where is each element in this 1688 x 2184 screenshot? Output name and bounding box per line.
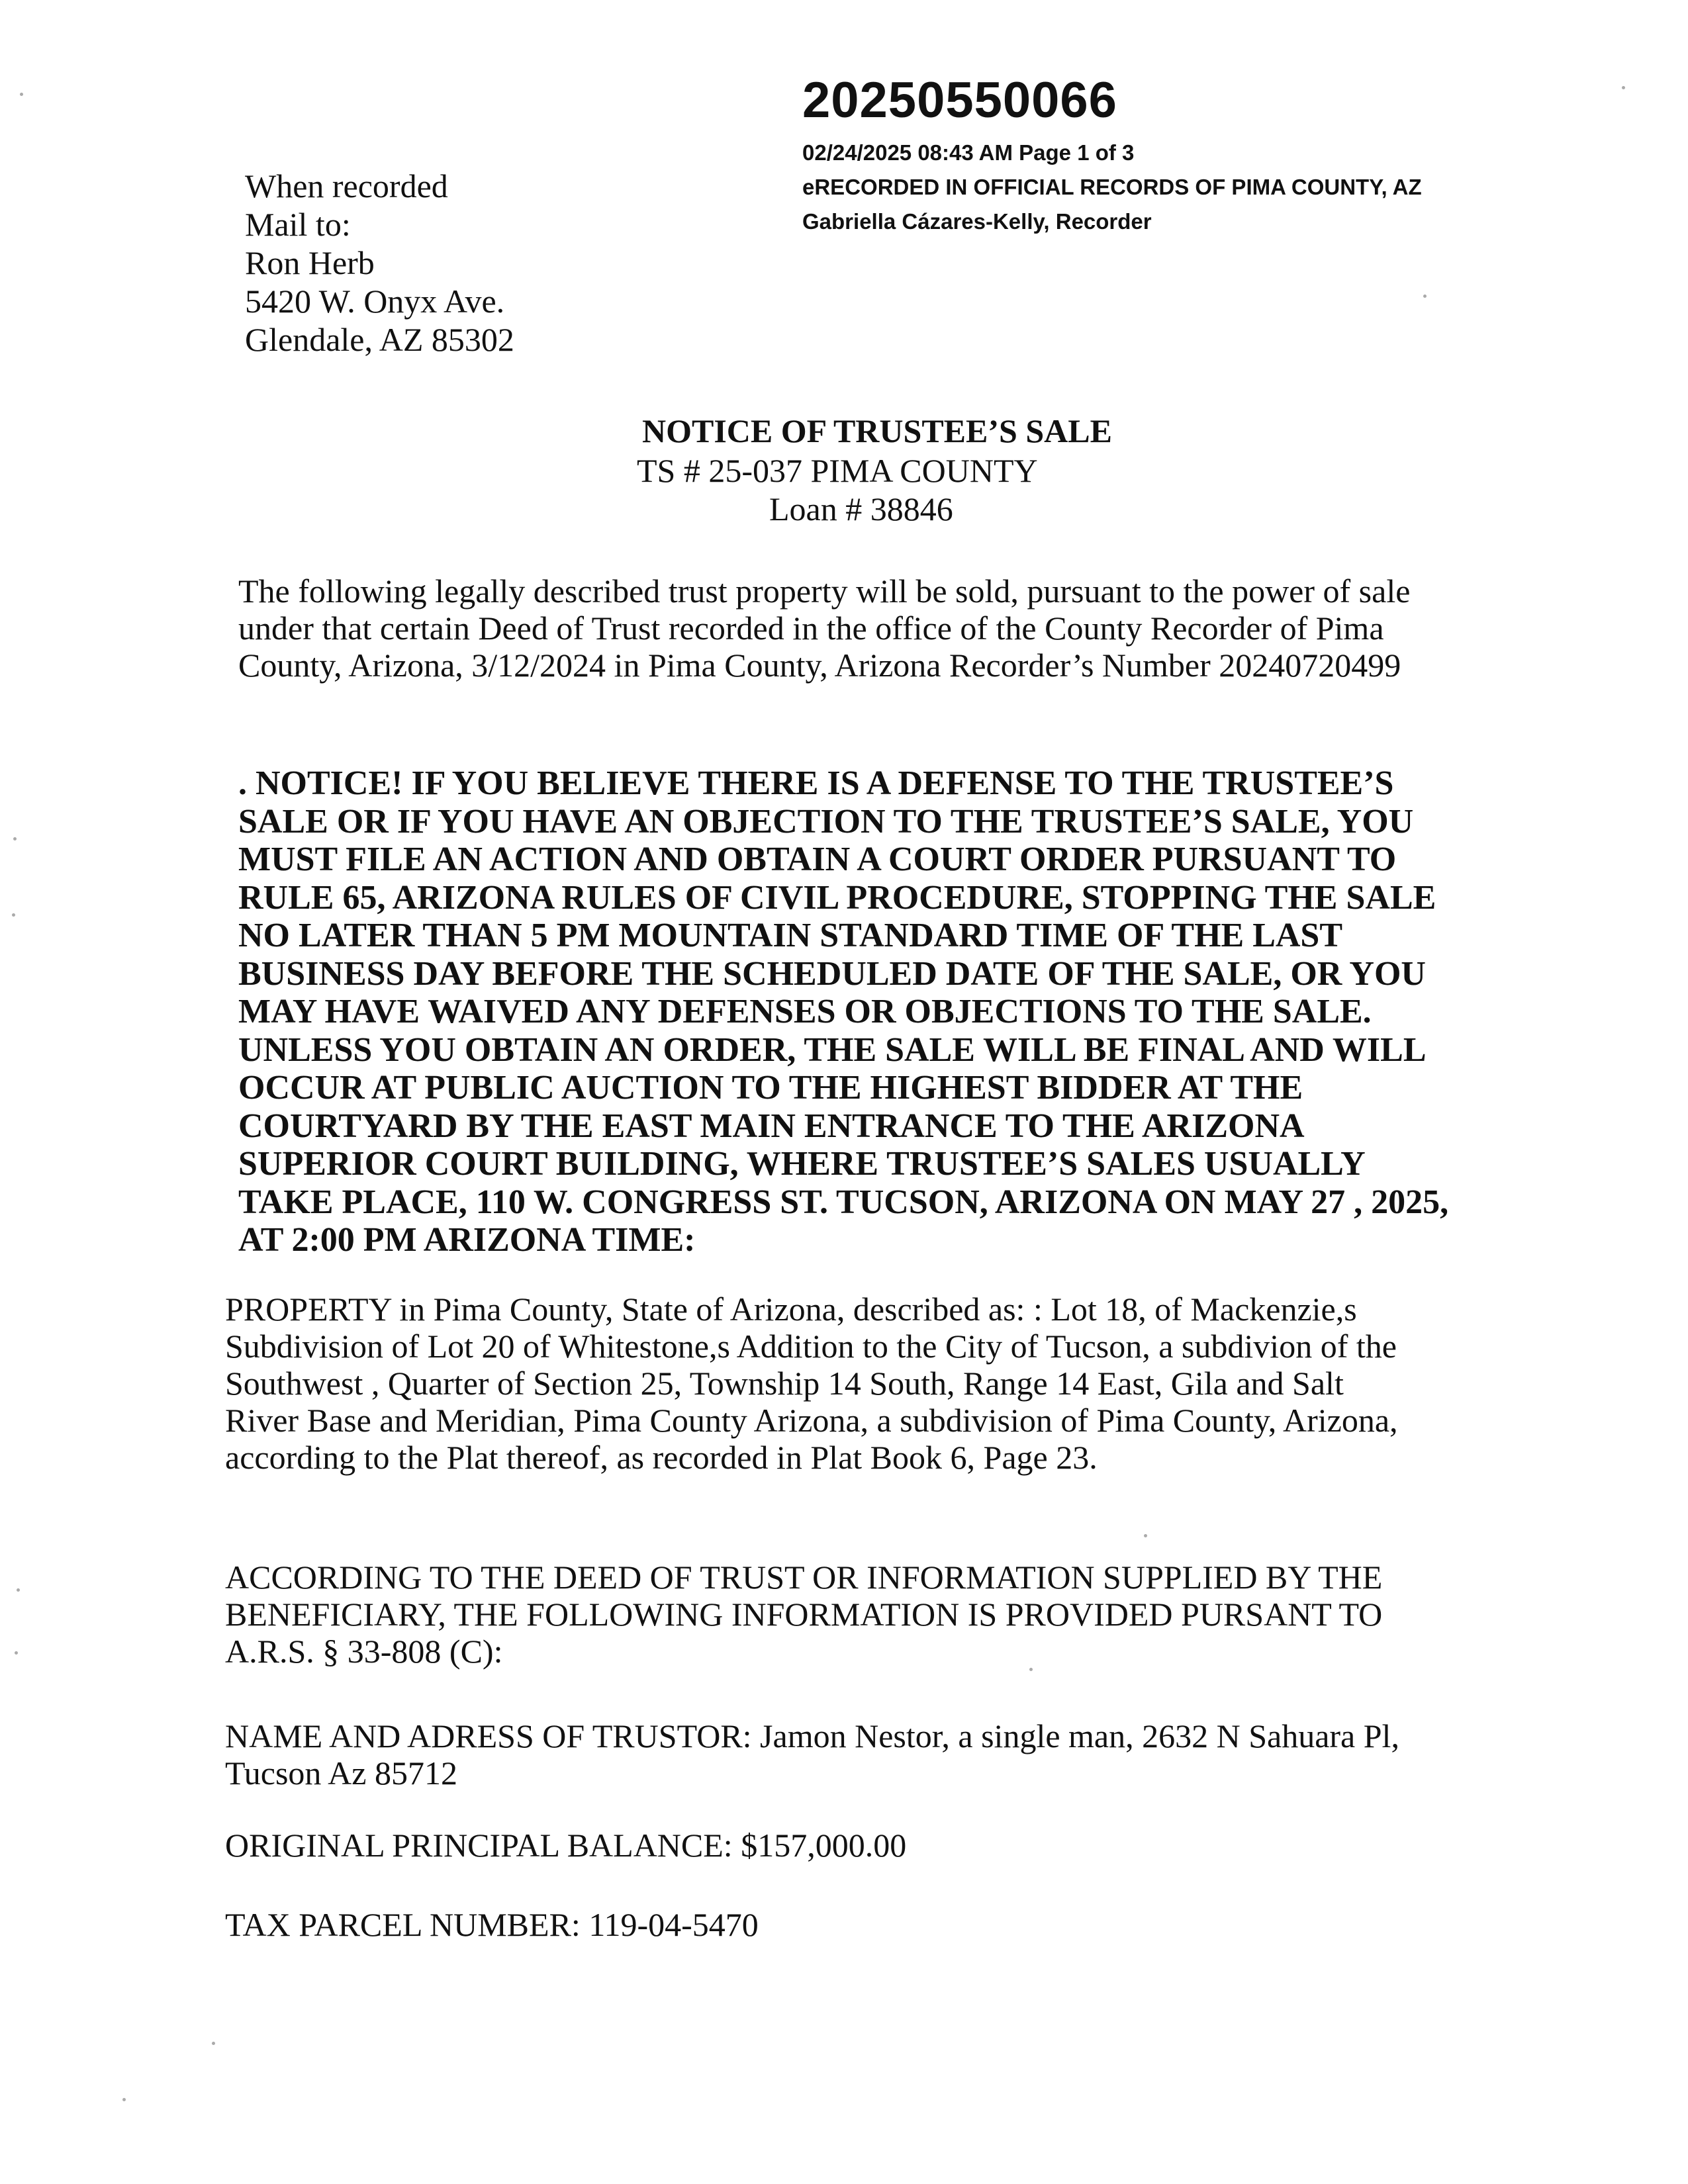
principal-balance xyxy=(225,1827,906,1864)
scan-speck xyxy=(1029,1668,1033,1671)
scan-speck xyxy=(212,2042,215,2045)
paragraph-line: NAME AND ADRESS OF TRUSTOR: Jamon Nestor, a single man, 2632 N Sahuara Pl, xyxy=(225,1717,1399,1754)
mail-to-line: Glendale, AZ 85302 xyxy=(245,321,514,358)
warning-line: MAY HAVE WAIVED ANY DEFENSES OR OBJECTIONS TO THE SALE. xyxy=(238,993,1372,1030)
warning-line: SUPERIOR COURT BUILDING, WHERE TRUSTEE’S SALES USUALLY xyxy=(238,1145,1366,1183)
warning-line: NO LATER THAN 5 PM MOUNTAIN STANDARD TIME OF THE LAST xyxy=(238,917,1343,954)
scan-speck xyxy=(1622,86,1625,89)
warning-line: UNLESS YOU OBTAIN AN ORDER, THE SALE WILL BE FINAL AND WILL xyxy=(238,1030,1427,1069)
paragraph-line: ACCORDING TO THE DEED OF TRUST OR INFORMATION SUPPLIED BY THE xyxy=(225,1559,1383,1596)
warning-line: BUSINESS DAY BEFORE THE SCHEDULED DATE OF THE SALE, OR YOU xyxy=(238,954,1426,993)
trustor-info xyxy=(225,1717,1399,1792)
scan-speck xyxy=(1423,295,1427,298)
paragraph-line: PROPERTY in Pima County, State of Arizona, described as: : Lot 18, of Mackenzie,s xyxy=(225,1291,1357,1328)
paragraph-line: The following legally described trust property will be sold, pursuant to the power of sale xyxy=(238,572,1411,610)
warning-line: OCCUR AT PUBLIC AUCTION TO THE HIGHEST BIDDER AT THE xyxy=(238,1069,1303,1107)
scan-speck xyxy=(122,2098,126,2101)
intro-paragraph xyxy=(238,572,1410,684)
recording-recorder-line: Gabriella Cázares-Kelly, Recorder xyxy=(802,209,1152,234)
according-paragraph xyxy=(225,1559,1382,1670)
paragraph-line: Southwest , Quarter of Section 25, Township 14 South, Range 14 East, Gila and Salt xyxy=(225,1365,1344,1402)
warning-line: RULE 65, ARIZONA RULES OF CIVIL PROCEDURE, STOPPING THE SALE xyxy=(238,878,1436,917)
paragraph-line: County, Arizona, 3/12/2024 in Pima County, Arizona Recorder’s Number 20240720499 xyxy=(238,647,1401,684)
paragraph-line: River Base and Meridian, Pima County Arizona, a subdivision of Pima County, Arizona, xyxy=(225,1402,1398,1439)
warning-line: AT 2:00 PM ARIZONA TIME: xyxy=(238,1221,696,1259)
scan-speck xyxy=(13,837,17,841)
principal-balance-text: ORIGINAL PRINCIPAL BALANCE: $157,000.00 xyxy=(225,1827,907,1864)
scan-speck xyxy=(20,93,23,96)
scan-speck xyxy=(1144,1534,1147,1537)
recording-stamp xyxy=(802,136,1422,239)
paragraph-line: according to the Plat thereof, as recorded in Plat Book 6, Page 23. xyxy=(225,1439,1098,1476)
loan-number: Loan # 38846 xyxy=(769,490,953,527)
warning-line: TAKE PLACE, 110 W. CONGRESS ST. TUCSON, ARIZONA ON MAY 27 , 2025, xyxy=(238,1183,1449,1221)
paragraph-line: under that certain Deed of Trust recorded in the office of the County Recorder of Pima xyxy=(238,610,1384,647)
warning-line: MUST FILE AN ACTION AND OBTAIN A COURT ORDER PURSUANT TO xyxy=(238,841,1397,878)
scan-speck xyxy=(12,913,15,917)
scan-speck xyxy=(17,1588,20,1592)
tax-parcel-number xyxy=(225,1906,759,1943)
paragraph-line: BENEFICIARY, THE FOLLOWING INFORMATION IS PROVIDED PURSANT TO xyxy=(225,1596,1383,1633)
paragraph-line: A.R.S. § 33-808 (C): xyxy=(225,1633,503,1670)
recording-date-line: 02/24/2025 08:43 AM Page 1 of 3 xyxy=(802,140,1135,165)
mail-to-block xyxy=(245,167,514,359)
warning-notice xyxy=(238,764,1448,1259)
warning-line: SALE OR IF YOU HAVE AN OBJECTION TO THE TRUSTEE’S SALE, YOU xyxy=(238,802,1414,841)
warning-line: COURTYARD BY THE EAST MAIN ENTRANCE TO THE ARIZONA xyxy=(238,1107,1305,1145)
tax-parcel-text: TAX PARCEL NUMBER: 119-04-5470 xyxy=(225,1906,759,1943)
ts-number: TS # 25-037 PIMA COUNTY xyxy=(637,452,1038,489)
document-title: NOTICE OF TRUSTEE’S SALE xyxy=(642,412,1112,449)
mail-to-line: When recorded xyxy=(245,167,448,205)
paragraph-line: Subdivision of Lot 20 of Whitestone,s Addition to the City of Tucson, a subdivion of the xyxy=(225,1328,1397,1365)
warning-line: . NOTICE! IF YOU BELIEVE THERE IS A DEFENSE TO THE TRUSTEE’S xyxy=(238,764,1394,802)
mail-to-line: 5420 W. Onyx Ave. xyxy=(245,283,505,320)
mail-to-line: Ron Herb xyxy=(245,244,375,281)
recording-official-line: eRECORDED IN OFFICIAL RECORDS OF PIMA COUNTY, AZ xyxy=(802,175,1422,199)
recording-number: 20250550066 xyxy=(802,72,1117,128)
mail-to-line: Mail to: xyxy=(245,206,351,243)
property-description xyxy=(225,1291,1398,1476)
scan-speck xyxy=(15,1651,18,1655)
paragraph-line: Tucson Az 85712 xyxy=(225,1754,457,1792)
